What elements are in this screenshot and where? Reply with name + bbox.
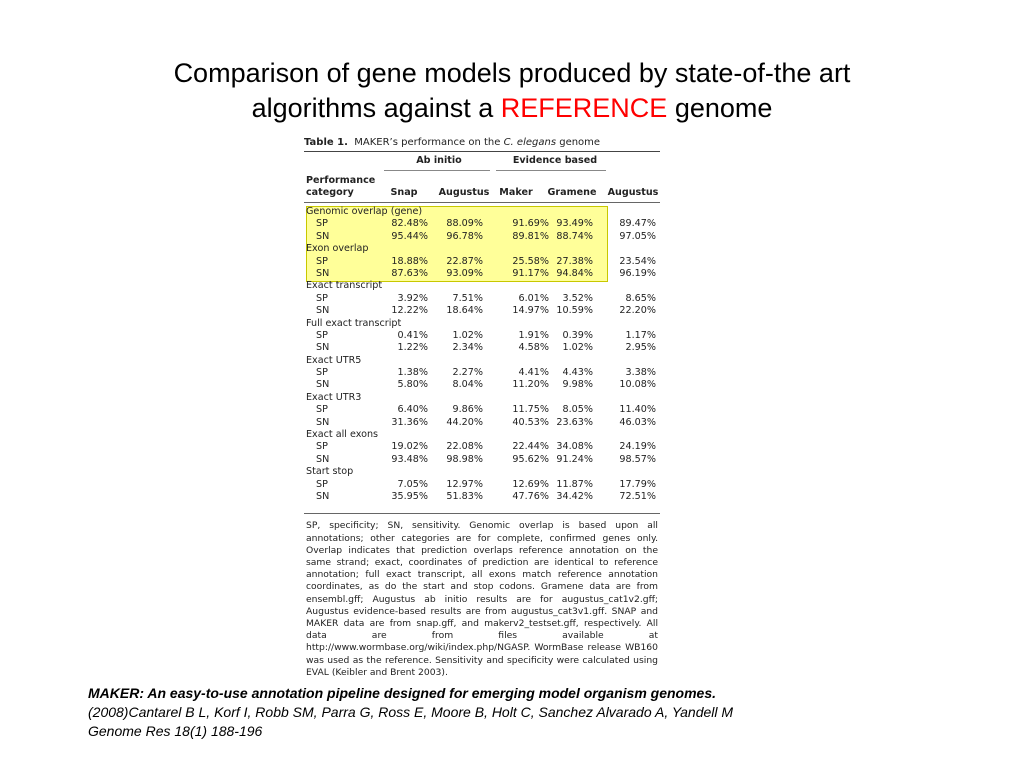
value-cell: 95.62% bbox=[512, 453, 549, 465]
value-cell: 98.57% bbox=[619, 453, 656, 465]
citation bbox=[88, 684, 948, 741]
value-cell: 2.95% bbox=[625, 342, 656, 354]
value-cell: 18.88% bbox=[391, 255, 428, 267]
value-cell: 1.91% bbox=[518, 329, 549, 341]
category-row bbox=[304, 355, 660, 367]
value-cell: 0.39% bbox=[562, 329, 593, 341]
metric-label: SN bbox=[316, 416, 330, 428]
column-header-snap: Snap bbox=[390, 187, 418, 198]
value-cell: 22.08% bbox=[446, 441, 483, 453]
value-cell: 93.09% bbox=[446, 267, 483, 279]
value-cell: 95.44% bbox=[391, 230, 428, 242]
metric-label: SP bbox=[316, 292, 328, 304]
value-cell: 7.51% bbox=[452, 292, 483, 304]
value-cell: 88.09% bbox=[446, 218, 483, 230]
value-cell: 6.01% bbox=[518, 292, 549, 304]
value-cell: 23.54% bbox=[619, 255, 656, 267]
column-header-augustus-ab-initio: Augustus bbox=[438, 187, 490, 198]
slide-title-line-2-start: algorithms against a bbox=[251, 93, 494, 123]
metric-row bbox=[304, 231, 660, 243]
value-cell: 5.80% bbox=[397, 379, 428, 391]
value-cell: 11.40% bbox=[619, 404, 656, 416]
value-cell: 91.69% bbox=[512, 218, 549, 230]
value-cell: 11.87% bbox=[556, 478, 593, 490]
category-row bbox=[304, 280, 660, 292]
metric-row bbox=[304, 491, 660, 503]
table-caption-label: Table 1. bbox=[304, 137, 348, 148]
category-label: Exact UTR5 bbox=[306, 354, 362, 366]
citation-title: MAKER: An easy-to-use annotation pipeline designed for emerging model organism genomes. bbox=[88, 685, 717, 701]
metric-label: SN bbox=[316, 267, 330, 279]
value-cell: 4.58% bbox=[518, 342, 549, 354]
value-cell: 91.24% bbox=[556, 453, 593, 465]
performance-header-line-1: Performance bbox=[306, 175, 376, 186]
group-rule-evidence-based bbox=[496, 170, 606, 171]
category-label: Exact all exons bbox=[306, 429, 379, 441]
value-cell: 23.63% bbox=[556, 416, 593, 428]
value-cell: 14.97% bbox=[512, 305, 549, 317]
metric-row bbox=[304, 404, 660, 416]
metric-label: SN bbox=[316, 379, 330, 391]
value-cell: 11.75% bbox=[512, 404, 549, 416]
value-cell: 0.41% bbox=[397, 329, 428, 341]
metric-row bbox=[304, 367, 660, 379]
value-cell: 22.87% bbox=[446, 255, 483, 267]
value-cell: 40.53% bbox=[512, 416, 549, 428]
value-cell: 4.41% bbox=[518, 367, 549, 379]
value-cell: 34.08% bbox=[556, 441, 593, 453]
value-cell: 97.05% bbox=[619, 230, 656, 242]
value-cell: 8.04% bbox=[452, 379, 483, 391]
metric-label: SN bbox=[316, 305, 330, 317]
value-cell: 3.52% bbox=[562, 292, 593, 304]
category-row bbox=[304, 206, 660, 218]
value-cell: 17.79% bbox=[619, 478, 656, 490]
table-figure bbox=[304, 134, 660, 679]
value-cell: 4.43% bbox=[562, 367, 593, 379]
metric-label: SP bbox=[316, 218, 328, 230]
value-cell: 1.38% bbox=[397, 367, 428, 379]
metric-row bbox=[304, 454, 660, 466]
performance-header-line-2: category bbox=[306, 187, 354, 198]
value-cell: 24.19% bbox=[619, 441, 656, 453]
category-row bbox=[304, 243, 660, 255]
group-rule-ab-initio bbox=[384, 170, 490, 171]
value-cell: 44.20% bbox=[446, 416, 483, 428]
citation-authors: (2008)Cantarel B L, Korf I, Robb SM, Parra G, Ross E, Moore B, Holt C, Sanchez Alvarado A, Yandell M bbox=[88, 704, 734, 720]
value-cell: 82.48% bbox=[391, 218, 428, 230]
value-cell: 7.05% bbox=[397, 478, 428, 490]
category-row bbox=[304, 392, 660, 404]
value-cell: 8.65% bbox=[625, 292, 656, 304]
value-cell: 1.22% bbox=[397, 342, 428, 354]
table-rows bbox=[304, 203, 660, 503]
column-header-gramene: Gramene bbox=[547, 187, 597, 198]
metric-label: SN bbox=[316, 453, 330, 465]
value-cell: 94.84% bbox=[556, 267, 593, 279]
value-cell: 96.78% bbox=[446, 230, 483, 242]
slide-title-line-2-end: genome bbox=[674, 93, 773, 123]
value-cell: 8.05% bbox=[562, 404, 593, 416]
slide-title-line-2 bbox=[60, 91, 964, 126]
value-cell: 12.22% bbox=[391, 305, 428, 317]
metric-row bbox=[304, 379, 660, 391]
value-cell: 1.17% bbox=[625, 329, 656, 341]
value-cell: 34.42% bbox=[556, 490, 593, 502]
value-cell: 98.98% bbox=[446, 453, 483, 465]
table-footnote: SP, specificity; SN, sensitivity. Genomic overlap is based upon all annotations; other categories are for complete, confirmed genes only. Overlap indicates that prediction overlaps reference annotation on the same strand; exact, coordinates of prediction are identical to reference annotation; full exact transcript, all exons match reference annotation coordinates, as do the start and stop codons. Gramene data are from ensembl.gff; Augustus ab initio results are for augustus_cat1v2.gff; Augustus evidence-based results are from augustus_cat3v1.gff. SNAP and MAKER data are from snap.gff, and makerv2_testset.gff, respectively. All data are from files available at http://www.wormbase.org/wiki/index.php/NGASP. WormBase release WB160 was used as the reference. Sensitivity and specificity were calculated using EVAL (Keibler and Brent 2003). bbox=[306, 520, 658, 678]
value-cell: 93.49% bbox=[556, 218, 593, 230]
table-body bbox=[304, 203, 660, 503]
value-cell: 9.98% bbox=[562, 379, 593, 391]
metric-label: SN bbox=[316, 342, 330, 354]
value-cell: 47.76% bbox=[512, 490, 549, 502]
slide-title-line-1: Comparison of gene models produced by state-of-the art bbox=[173, 58, 851, 88]
value-cell: 1.02% bbox=[452, 329, 483, 341]
value-cell: 10.59% bbox=[556, 305, 593, 317]
group-header-evidence-based: Evidence based bbox=[512, 155, 598, 166]
value-cell: 19.02% bbox=[391, 441, 428, 453]
value-cell: 3.38% bbox=[625, 367, 656, 379]
metric-label: SN bbox=[316, 490, 330, 502]
category-label: Exon overlap bbox=[306, 243, 369, 255]
table-caption-end: genome bbox=[559, 137, 601, 148]
category-label: Full exact transcript bbox=[306, 317, 402, 329]
slide-title bbox=[60, 56, 964, 126]
value-cell: 2.27% bbox=[452, 367, 483, 379]
metric-label: SP bbox=[316, 329, 328, 341]
table-caption-text: MAKER’s performance on the bbox=[354, 137, 501, 148]
category-label: Start stop bbox=[306, 466, 354, 478]
metric-row bbox=[304, 293, 660, 305]
value-cell: 96.19% bbox=[619, 267, 656, 279]
metric-label: SP bbox=[316, 441, 328, 453]
value-cell: 18.64% bbox=[446, 305, 483, 317]
metric-label: SN bbox=[316, 230, 330, 242]
value-cell: 27.38% bbox=[556, 255, 593, 267]
value-cell: 46.03% bbox=[619, 416, 656, 428]
value-cell: 11.20% bbox=[512, 379, 549, 391]
value-cell: 25.58% bbox=[512, 255, 549, 267]
metric-label: SP bbox=[316, 367, 328, 379]
value-cell: 31.36% bbox=[391, 416, 428, 428]
metric-row bbox=[304, 441, 660, 453]
value-cell: 72.51% bbox=[619, 490, 656, 502]
value-cell: 2.34% bbox=[452, 342, 483, 354]
table-bottom-rule bbox=[304, 513, 660, 514]
value-cell: 22.44% bbox=[512, 441, 549, 453]
metric-row bbox=[304, 417, 660, 429]
value-cell: 89.81% bbox=[512, 230, 549, 242]
value-cell: 12.69% bbox=[512, 478, 549, 490]
metric-label: SP bbox=[316, 478, 328, 490]
group-header-ab-initio: Ab initio bbox=[416, 155, 462, 166]
metric-row bbox=[304, 305, 660, 317]
metric-label: SP bbox=[316, 404, 328, 416]
metric-row bbox=[304, 479, 660, 491]
value-cell: 93.48% bbox=[391, 453, 428, 465]
category-label: Genomic overlap (gene) bbox=[306, 206, 423, 217]
value-cell: 12.97% bbox=[446, 478, 483, 490]
table-caption-species: C. elegans bbox=[503, 137, 557, 148]
metric-row bbox=[304, 256, 660, 268]
value-cell: 10.08% bbox=[619, 379, 656, 391]
value-cell: 3.92% bbox=[397, 292, 428, 304]
value-cell: 22.20% bbox=[619, 305, 656, 317]
value-cell: 87.63% bbox=[391, 267, 428, 279]
category-label: Exact UTR3 bbox=[306, 391, 362, 403]
category-label: Exact transcript bbox=[306, 280, 383, 292]
value-cell: 9.86% bbox=[452, 404, 483, 416]
value-cell: 89.47% bbox=[619, 218, 656, 230]
category-row bbox=[304, 318, 660, 330]
metric-row bbox=[304, 342, 660, 354]
value-cell: 91.17% bbox=[512, 267, 549, 279]
slide-title-highlight: REFERENCE bbox=[500, 93, 668, 123]
column-header-augustus-evidence: Augustus bbox=[607, 187, 659, 198]
metric-row bbox=[304, 218, 660, 230]
category-row bbox=[304, 466, 660, 478]
performance-category-header bbox=[306, 175, 375, 199]
value-cell: 6.40% bbox=[397, 404, 428, 416]
metric-row bbox=[304, 330, 660, 342]
metric-label: SP bbox=[316, 255, 328, 267]
table-header bbox=[304, 152, 660, 202]
value-cell: 88.74% bbox=[556, 230, 593, 242]
citation-journal: Genome Res 18(1) 188-196 bbox=[88, 723, 263, 739]
table-caption bbox=[304, 134, 660, 151]
category-row bbox=[304, 429, 660, 441]
value-cell: 1.02% bbox=[562, 342, 593, 354]
column-header-maker: Maker bbox=[499, 187, 533, 198]
value-cell: 35.95% bbox=[391, 490, 428, 502]
metric-row bbox=[304, 268, 660, 280]
value-cell: 51.83% bbox=[446, 490, 483, 502]
